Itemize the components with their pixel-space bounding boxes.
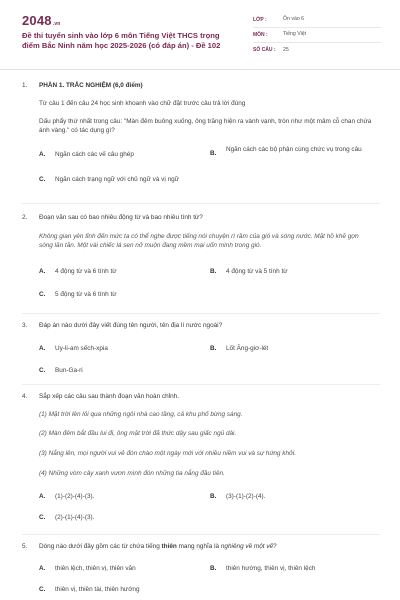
option-a[interactable] xyxy=(39,345,199,354)
option-key: B. xyxy=(210,345,217,352)
sentence-1: (1) Mặt trời lên lỏi qua những ngôi nhà cao tầng, cả khu phố bừng sáng. xyxy=(39,411,243,418)
option-text: Ngăn cách trạng ngữ với chủ ngữ và vị ngữ xyxy=(55,176,179,183)
sentence-4: (4) Những vòm cây xanh vươn mình đón những tia nắng đầu tiên. xyxy=(39,470,225,477)
option-text: Uy-li-am sếch-xpia xyxy=(55,345,108,352)
meta-row-count xyxy=(253,43,381,58)
option-c[interactable] xyxy=(39,586,199,595)
option-text: Lốt Ăng-giơ-lét xyxy=(226,345,269,352)
option-a[interactable] xyxy=(39,151,199,160)
option-text: 4 động từ và 5 tính từ xyxy=(226,268,288,275)
option-key: B. xyxy=(210,565,217,572)
question-number: 5. xyxy=(22,543,28,550)
meta-label: MÔN : xyxy=(253,31,268,38)
question-header xyxy=(22,82,382,91)
question-text xyxy=(39,543,382,552)
option-a[interactable] xyxy=(39,565,199,574)
option-text: (3)-(1)-(2)-(4). xyxy=(226,493,266,500)
meta-value[interactable]: Tiếng Việt xyxy=(283,31,307,38)
option-text: Ngăn cách các bộ phận cùng chức vụ trong câu xyxy=(226,146,362,153)
question-text: Đáp án nào dưới đây viết đúng tên người, tên địa lí nước ngoài? xyxy=(39,322,223,329)
divider xyxy=(22,384,380,385)
question-text: Đoạn văn sau có bao nhiêu động từ và bao nhiêu tính từ? xyxy=(39,214,203,221)
meta-value[interactable]: Ôn vào 6 xyxy=(283,16,305,23)
logo-text: 2048 xyxy=(22,13,52,28)
meta-value: 25 xyxy=(283,46,289,53)
option-text: 4 động từ và 6 tính từ xyxy=(55,268,117,275)
option-b[interactable] xyxy=(210,493,370,502)
option-b[interactable] xyxy=(210,345,370,354)
question-header xyxy=(22,393,382,402)
divider xyxy=(22,534,380,535)
passage-text: Không gian yên tĩnh đến mức ta có thể nghe được tiếng nói chuyện rì rầm của gió và sóng nước. Mặt hồ khẽ gợn sóng lăn tăn. Một vài chiếc lá sen nở muộn đang mềm mại uốn mình trong gió. xyxy=(39,233,359,249)
option-c[interactable] xyxy=(39,176,289,185)
question-header xyxy=(22,322,382,331)
question-header xyxy=(22,543,382,552)
option-key: B. xyxy=(210,150,217,157)
meta-panel xyxy=(253,13,381,58)
question-text-part: Dòng nào dưới đây gồm các từ chứa tiếng xyxy=(39,543,162,550)
option-key: B. xyxy=(210,268,217,275)
highlighted-word: thiên xyxy=(161,543,177,550)
italic-phrase: nghiêng về một vế xyxy=(220,543,274,550)
option-text: thiên hướng, thiên vị, thiên lệch xyxy=(226,565,316,572)
option-key: A. xyxy=(39,345,46,352)
option-key: B. xyxy=(210,493,217,500)
option-a[interactable] xyxy=(39,493,199,502)
meta-row-subject xyxy=(253,28,381,43)
option-key: C. xyxy=(39,586,46,593)
option-text: Ngăn cách các vế câu ghép xyxy=(55,151,134,158)
option-text: Bun-Ga-ri xyxy=(55,367,83,374)
option-text: (2)-(1)-(4)-(3). xyxy=(55,514,95,521)
question-text-part: ? xyxy=(273,543,277,550)
option-key: A. xyxy=(39,268,46,275)
option-b[interactable] xyxy=(210,565,370,574)
sentence-2: (2) Màn đêm bắt đầu lui đi, ông mặt trời đã thức dậy sau giấc ngủ dài. xyxy=(39,430,237,437)
question-number: 1. xyxy=(22,82,28,89)
divider xyxy=(22,313,380,314)
option-key: A. xyxy=(39,493,46,500)
meta-row-class xyxy=(253,13,381,28)
option-key: C. xyxy=(39,514,46,521)
question-text: Dấu phẩy thứ nhất trong câu: "Màn đêm buông xuống, ông trăng hiện ra vành vạnh, tròn như một mâm cỗ chan chứa ánh vàng." có tác dụng gì? xyxy=(39,118,372,134)
option-b[interactable] xyxy=(210,146,370,159)
option-b[interactable] xyxy=(210,268,370,277)
page-title: Đề thi tuyển sinh vào lớp 6 môn Tiếng Việt THCS trọng điểm Bắc Ninh năm học 2025-2026 (có đáp án) - Đề 102 xyxy=(22,31,221,51)
logo-suffix: .vn xyxy=(52,21,61,27)
option-text: thiên lệch, thiên vị, thiên văn xyxy=(55,565,136,572)
question-text-part: mang nghĩa là xyxy=(176,543,221,550)
question-number: 2. xyxy=(22,214,28,221)
option-c[interactable] xyxy=(39,514,199,523)
site-logo[interactable] xyxy=(22,12,61,30)
option-key: C. xyxy=(39,367,46,374)
option-c[interactable] xyxy=(39,291,199,300)
option-key: A. xyxy=(39,565,46,572)
divider xyxy=(22,203,380,204)
option-key: C. xyxy=(39,291,46,298)
meta-label: LỚP : xyxy=(253,16,267,23)
question-header xyxy=(22,214,382,223)
option-text: (1)-(2)-(4)-(3). xyxy=(55,493,95,500)
meta-label: SỐ CÂU : xyxy=(253,47,276,54)
question-number: 4. xyxy=(22,393,28,400)
page-header xyxy=(0,0,400,70)
option-key: C. xyxy=(39,176,46,183)
question-number: 3. xyxy=(22,322,28,329)
option-text: thiên vị, thiên tài, thiên hướng xyxy=(55,586,140,593)
option-text: 5 động từ và 6 tính từ xyxy=(55,291,117,298)
option-key: A. xyxy=(39,151,46,158)
sentence-3: (3) Nắng lên, mọi người vui vẻ đón chào một ngày mới với nhiều niềm vui và sự hứng khởi. xyxy=(39,450,297,457)
question-text: Sắp xếp các câu sau thành đoạn văn hoàn chỉnh. xyxy=(39,393,179,400)
section-title: PHẦN 1. TRẮC NGHIỆM (6,0 điểm) xyxy=(39,82,143,89)
option-c[interactable] xyxy=(39,367,199,376)
option-a[interactable] xyxy=(39,268,199,277)
instruction-text: Từ câu 1 đến câu 24 học sinh khoanh vào chữ đặt trước câu trả lời đúng xyxy=(39,100,246,107)
